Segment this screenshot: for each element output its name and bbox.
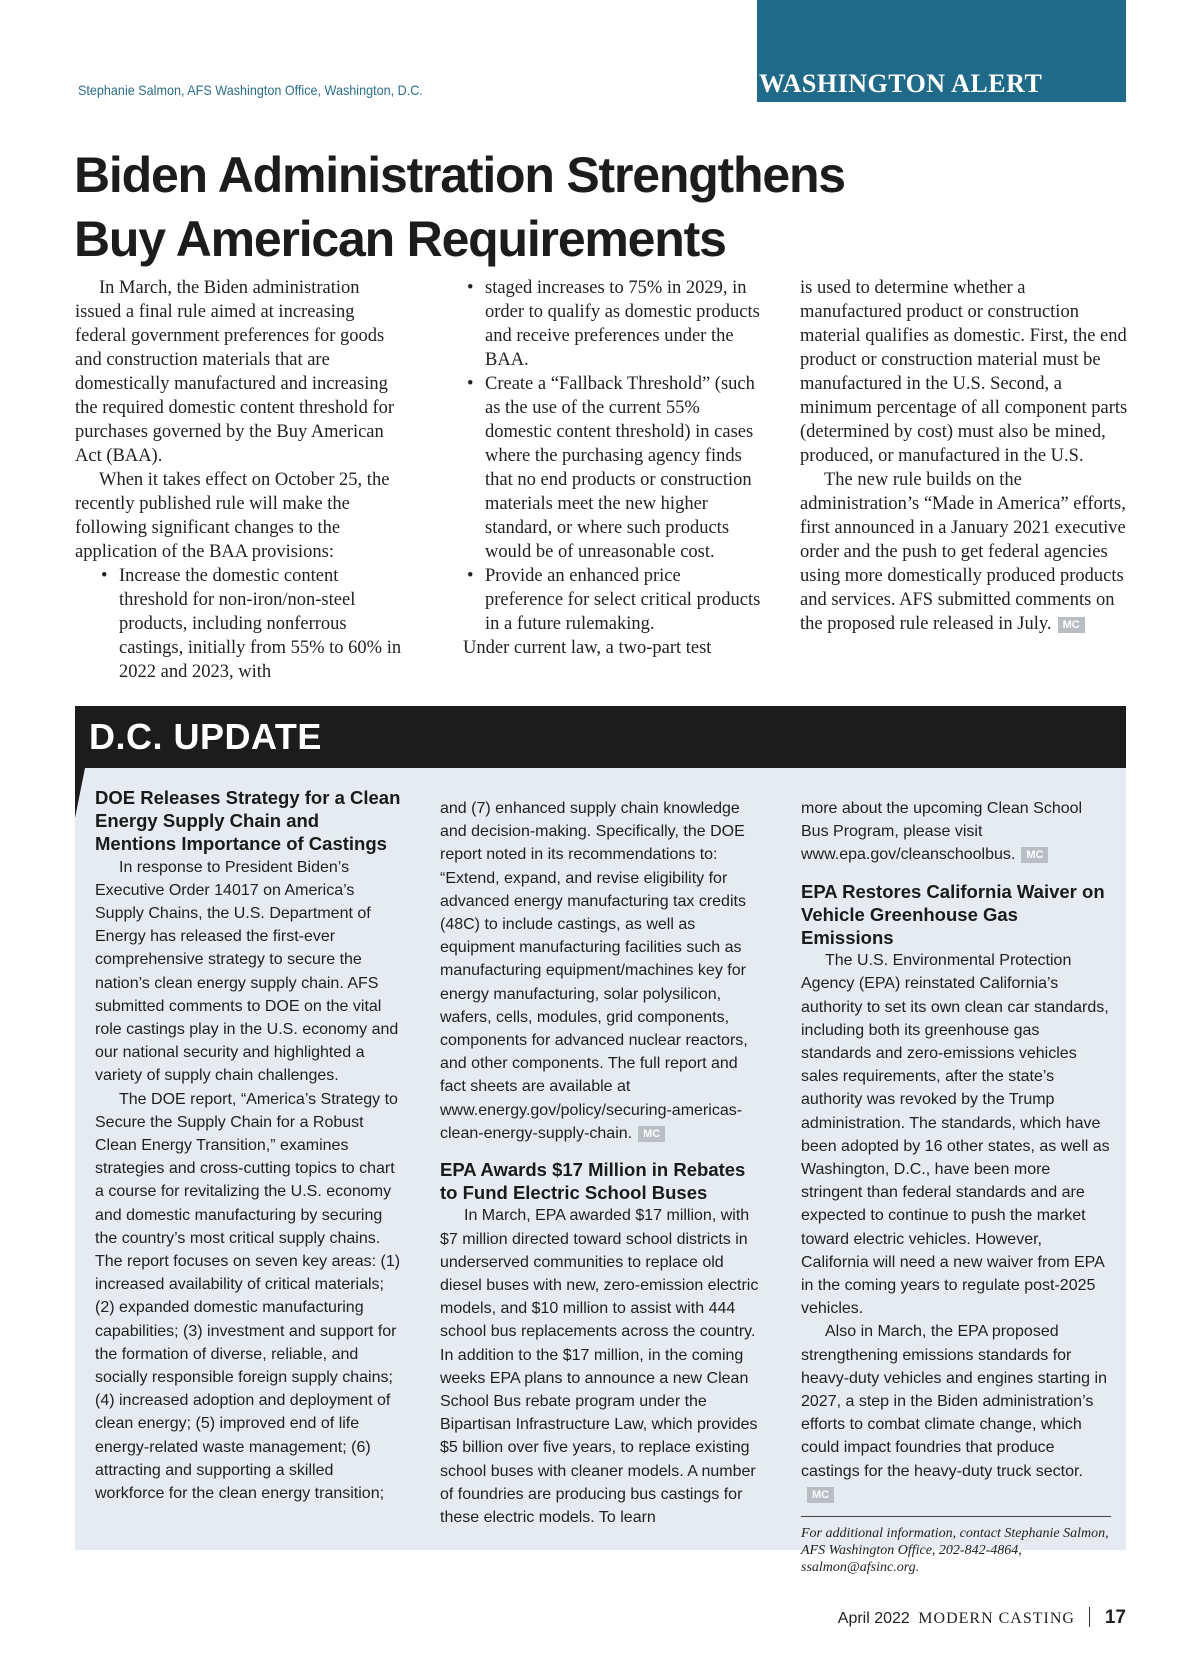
article-column-1	[75, 276, 405, 684]
story-paragraph: The DOE report, “America’s Strategy to Secure the Supply Chain for a Robust Clean Energy Transition,” examines strategies and cross-cutting topics to chart a course for revitalizing the U.S. economy and domestic manufacturing by securing the country’s most critical supply chains. The report focuses on seven key areas: (1) increased availability of critical materials; (2) expanded domestic manufacturing capabilities; (3) investment and support for the formation of diverse, reliable, and socially responsible foreign supply chains; (4) increased adoption and deployment of clean energy; (5) improved end of life energy-related waste management; (6) attracting and supporting a skilled workforce for the clean energy transition;	[95, 1090, 401, 1503]
end-mark-icon: MC	[807, 1487, 834, 1503]
dc-update-title: D.C. UPDATE	[89, 716, 322, 757]
end-mark-icon: MC	[1021, 847, 1048, 863]
article-column-2	[463, 276, 763, 660]
story-paragraph: and (7) enhanced supply chain knowledge and decision-making. Specifically, the DOE report noted in its recommendations to: “Extend, expand, and revise eligibility for advanced energy manufacturing tax credits (48C) to include castings, as well as equipment manufacturing facilities such as manufacturing equipment/machines key for energy manufacturing, solar polysilicon, wafers, cells, modules, grid components, components for advanced nuclear reactors, and other components. The full report and fact sheets are available at www.energy.gov/policy/securing-americas-clean-energy-supply-chain. MC	[440, 800, 748, 1142]
story-heading-epa-california: EPA Restores California Waiver on Vehicle Greenhouse Gas Emissions	[801, 880, 1105, 949]
headline-line-1: Biden Administration Strengthens	[74, 147, 845, 203]
story-paragraph: Also in March, the EPA proposed strengthening emissions standards for heavy-duty vehicles and engines starting in 2027, a step in the Biden administration’s efforts to combat climate change, which could impact foundries that produce castings for the heavy-duty truck sector.MC	[801, 1323, 1107, 1501]
dc-column-1	[95, 786, 405, 1505]
issue-date: April 2022	[837, 1610, 910, 1627]
story-heading-epa-buses: EPA Awards $17 Million in Rebates to Fund Electric School Buses	[440, 1159, 746, 1204]
panel-corner-accent	[75, 768, 85, 818]
story-paragraph: The U.S. Environmental Protection Agency (EPA) reinstated California’s authority to set its own clean car standards, including both its greenhouse gas standards and zero-emissions vehicles sales requirements, after the state’s authority was revoked by the Trump administration. The standards, which have been adopted by 16 other states, as well as Washington, D.C., have been more stringent than federal standards and are expected to continue to push the market toward electric vehicles. However, California will need a new waiver from EPA in the coming years to regulate post-2025 vehicles.	[801, 952, 1110, 1318]
article-paragraph: Under current law, a two-part test	[463, 638, 712, 658]
article-column-3	[800, 276, 1130, 636]
article-paragraph: When it takes effect on October 25, the recently published rule will make the following significant changes to the application of the BAA provisions:	[75, 470, 390, 562]
article-paragraph: In March, the Biden administration issued a final rule aimed at increasing federal government preferences for goods and construction materials that are domestically manufactured and increasing the required domestic content threshold for purchases governed by the Buy American Act (BAA).	[75, 278, 395, 466]
story-paragraph: In March, EPA awarded $17 million, with $7 million directed toward school districts in underserved communities to replace old diesel buses with new, zero-emission electric models, and $10 million to assist with 444 school bus replacements across the country. In addition to the $17 million, in the coming weeks EPA plans to announce a new Clean School Bus rebate program under the Bipartisan Infrastructure Law, which provides $5 billion over five years, to replace existing school buses with cleaner models. A number of foundries are producing bus castings for these electric models. To learn	[440, 1207, 759, 1527]
story-paragraph: more about the upcoming Clean School Bus Program, please visit www.epa.gov/cleanschoolbus. MC	[801, 800, 1083, 864]
dc-update-header	[75, 706, 1126, 768]
page-number: 17	[1104, 1607, 1126, 1628]
article-paragraph: The new rule builds on the administration’s “Made in America” efforts, first announced in a January 2021 executive order and the push to get federal agencies using more domestically produced products and services. AFS submitted comments on the proposed rule released in July. MC	[800, 470, 1126, 634]
story-heading-doe: DOE Releases Strategy for a Clean Energy Supply Chain and Mentions Importance of Castings	[95, 787, 401, 855]
article-headline	[74, 143, 1074, 271]
dc-column-2	[440, 797, 765, 1529]
bullet-item: • Increase the domestic content threshold for non-iron/non-steel products, including nonferrous castings, initially from 55% to 60% in 2022 and 2023, with	[97, 564, 405, 684]
article-paragraph: is used to determine whether a manufactured product or construction material qualifies as domestic. First, the end product or construction material must be manufactured in the U.S. Second, a minimum percentage of all component parts (determined by cost) must also be mined, produced, or manufactured in the U.S.	[800, 278, 1128, 466]
bullet-item: • Provide an enhanced price preference for select critical products in a future rulemaking.	[463, 564, 763, 636]
headline-line-2: Buy American Requirements	[74, 211, 726, 267]
end-mark-icon: MC	[638, 1126, 665, 1142]
dc-column-3	[801, 797, 1111, 1576]
section-banner-label: WASHINGTON ALERT	[759, 69, 1043, 98]
story-paragraph: In response to President Biden’s Executive Order 14017 on America’s Supply Chains, the U.S. Department of Energy has released the first-ever comprehensive strategy to secure the nation’s clean energy supply chain. AFS submitted comments to DOE on the vital role castings play in the U.S. economy and our national security and highlighted a variety of supply chain challenges.	[95, 858, 399, 1085]
page-footer	[838, 1607, 1126, 1629]
byline: Stephanie Salmon, AFS Washington Office, Washington, D.C.	[78, 82, 423, 98]
footer-divider	[1089, 1607, 1090, 1627]
contact-info: For additional information, contact Stephanie Salmon, AFS Washington Office, 202-842-4864, ssalmon@afsinc.org.	[801, 1516, 1111, 1576]
article-bullet-list-cont	[463, 276, 763, 636]
end-mark-icon: MC	[1058, 617, 1085, 633]
bullet-item-cont: • staged increases to 75% in 2029, in order to qualify as domestic products and receive preferences under the BAA.	[463, 276, 763, 372]
magazine-name: MODERN CASTING	[918, 1610, 1075, 1627]
bullet-item: • Create a “Fallback Threshold” (such as the use of the current 55% domestic content threshold) in cases where the purchasing agency finds that no end products or construction materials meet the new higher standard, or where such products would be of unreasonable cost.	[463, 372, 763, 564]
section-banner	[757, 0, 1126, 102]
article-bullet-list	[97, 564, 405, 684]
